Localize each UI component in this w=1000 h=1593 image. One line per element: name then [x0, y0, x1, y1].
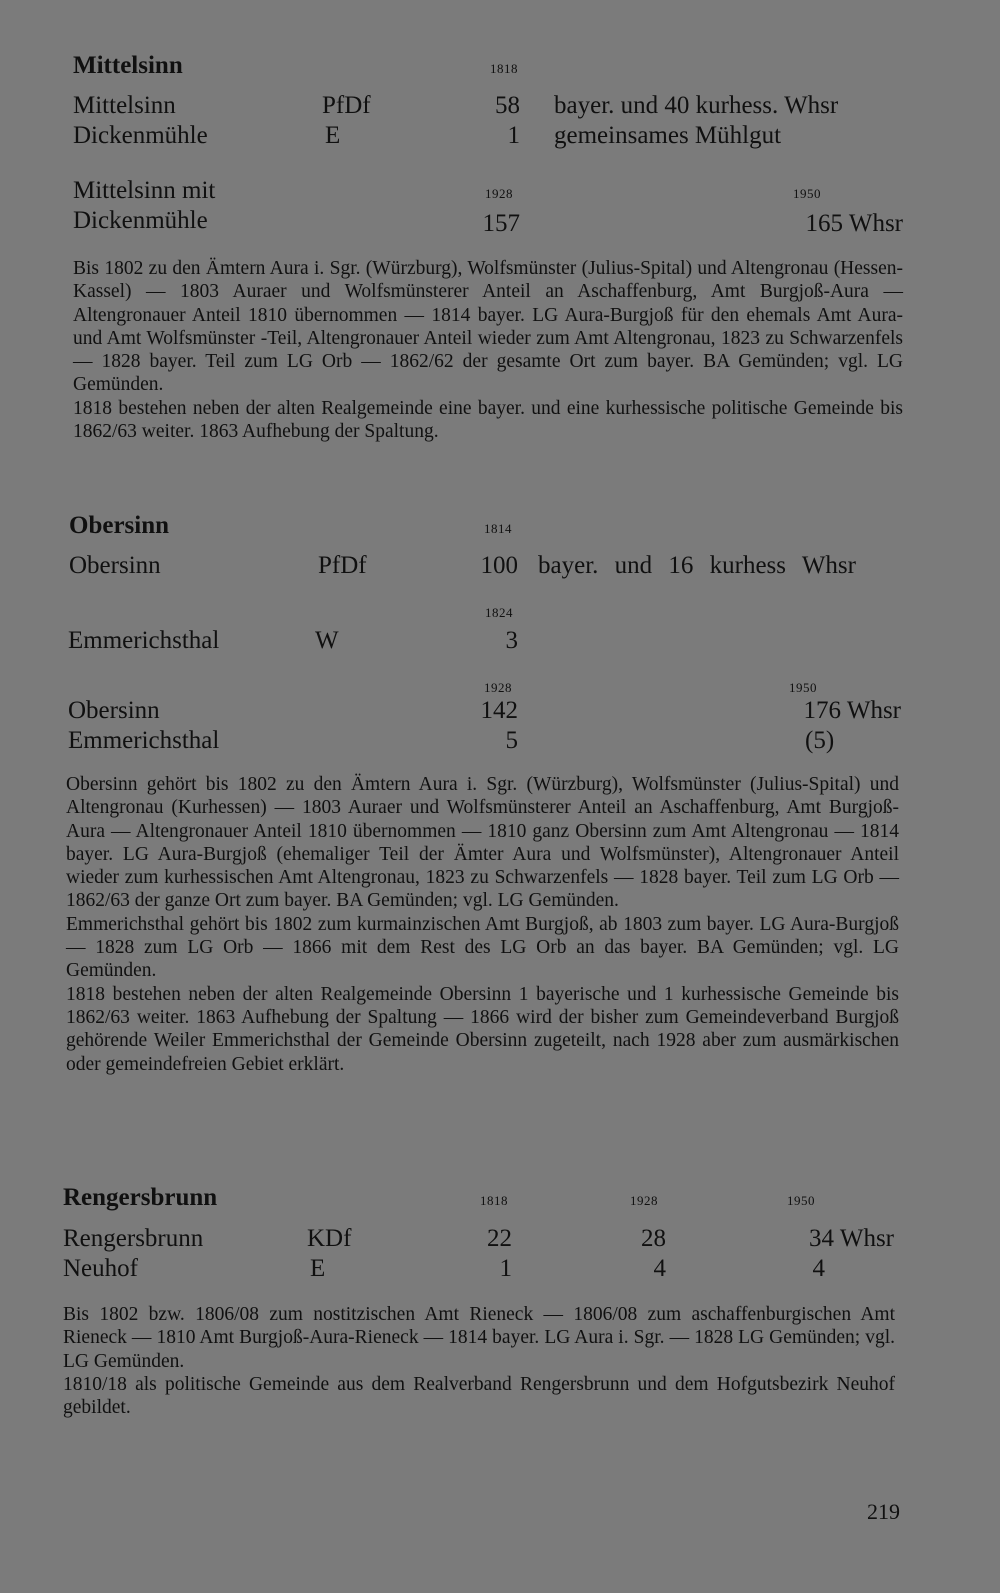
year-label: 1950	[793, 186, 821, 201]
household-count: 176 Whsr	[803, 697, 901, 724]
place-type: KDf	[307, 1225, 352, 1252]
household-count: 28	[641, 1225, 666, 1252]
paragraph: 1810/18 als politische Gemeinde aus dem Realverband Rengersbrunn und dem Hofgutsbezirk Neuhof gebildet.	[63, 1373, 895, 1419]
paragraph: Bis 1802 bzw. 1806/08 zum nostitzischen Amt Rieneck — 1806/08 zum aschaffenburgischen Amt Rieneck — 1810 Amt Burgjoß-Aura-Rieneck — 1814 bayer. LG Aura i. Sgr. — 1828 LG Gemünden; vgl. LG Gemünden.	[63, 1304, 895, 1372]
household-count: 1	[499, 1255, 512, 1282]
household-count: 58	[495, 92, 520, 119]
year-label: 1950	[789, 680, 817, 695]
place-name: Obersinn	[68, 697, 160, 724]
household-count: 165 Whsr	[805, 210, 903, 237]
section-heading: Mittelsinn	[73, 52, 183, 79]
place-type: E	[325, 122, 341, 149]
household-count: 3	[505, 627, 518, 654]
place-name: Dickenmühle	[73, 207, 208, 234]
year-label: 1818	[490, 61, 518, 76]
place-name: Neuhof	[63, 1255, 138, 1282]
year-label: 1928	[484, 680, 512, 695]
count-note: bayer. und 16 kurhess Whsr	[538, 552, 856, 579]
household-count: (5)	[805, 727, 835, 754]
history-text	[66, 773, 899, 1076]
year-label: 1950	[787, 1193, 815, 1208]
place-name: Mittelsinn	[73, 92, 176, 119]
paragraph: Bis 1802 zu den Ämtern Aura i. Sgr. (Würzburg), Wolfsmünster (Julius-Spital) und Altengronau (Hessen-Kassel) — 1803 Auraer und Wolfsmünsterer Anteil an Aschaffenburg, Amt Burgjoß-Aura — Altengronauer Anteil 1810 übernommen — 1814 bayer. LG Aura-Burgjoß für den ehemals Amt Aura- und Amt Wolfsmünster -Teil, Altengronauer Anteil wieder zum Amt Altengronau, 1823 zu Schwarzenfels — 1828 bayer. Teil zum LG Orb — 1862/62 der gesamte Ort zum bayer. BA Gemünden; vgl. LG Gemünden.	[73, 258, 903, 396]
household-count: 22	[487, 1225, 512, 1252]
place-name: Rengersbrunn	[63, 1225, 204, 1252]
paragraph: Obersinn gehört bis 1802 zu den Ämtern Aura i. Sgr. (Würzburg), Wolfsmünster (Julius-Spital) und Altengronau (Kurhessen) — 1803 Auraer und Wolfsmünsterer Anteil an Aschaffenburg, Amt Burgjoß-Aura — Altengronauer Anteil 1810 übernommen — 1810 ganz Obersinn zum Amt Altengronau — 1814 bayer. LG Aura-Burgjoß (ehemaliger Teil der Ämter Aura und Wolfsmünster), Altengronauer Anteil wieder zum kurhessischen Amt Altengronau, 1823 zu Schwarzenfels — 1828 bayer. Teil zum LG Orb — 1862/63 der ganze Ort zum bayer. BA Gemünden; vgl. LG Gemünden.	[66, 774, 899, 912]
paragraph: Emmerichsthal gehört bis 1802 zum kurmainzischen Amt Burgjoß, ab 1803 zum bayer. LG Aura-Burgjoß — 1828 zum LG Orb — 1866 mit dem Rest des LG Orb an das bayer. BA Gemünden; vgl. LG Gemünden.	[66, 913, 899, 982]
section-heading: Obersinn	[69, 512, 170, 539]
count-note: bayer. und 40 kurhess. Whsr	[554, 92, 839, 119]
household-count: 34 Whsr	[809, 1225, 894, 1252]
household-count: 4	[653, 1255, 666, 1282]
place-name: Mittelsinn mit	[73, 177, 216, 204]
count-note: gemeinsames Mühlgut	[554, 122, 782, 149]
place-name: Dickenmühle	[73, 122, 208, 149]
paragraph: 1818 bestehen neben der alten Realgemeinde Obersinn 1 bayerische und 1 kurhessische Gemeinde bis 1862/63 weiter. 1863 Aufhebung der Spaltung — 1866 wird der bisher zum Gemeindeverband Burgjoß gehörende Weiler Emmerichsthal der Gemeinde Obersinn zugeteilt, nach 1928 aber zum ausmärkischen oder gemeindefreien Gebiet erklärt.	[66, 983, 899, 1075]
place-name: Emmerichsthal	[68, 727, 220, 754]
year-label: 1814	[484, 521, 512, 536]
place-name: Emmerichsthal	[68, 627, 220, 654]
household-count: 1	[507, 122, 520, 149]
year-label: 1928	[630, 1193, 658, 1208]
household-count: 142	[480, 697, 518, 724]
place-name: Obersinn	[69, 552, 161, 579]
paragraph: 1818 bestehen neben der alten Realgemeinde eine bayer. und eine kurhessische politische Gemeinde bis 1862/63 weiter. 1863 Aufhebung der Spaltung.	[73, 397, 903, 443]
history-text	[63, 1303, 895, 1419]
household-count: 157	[482, 210, 520, 237]
year-label: 1818	[480, 1193, 508, 1208]
household-count: 4	[812, 1255, 825, 1282]
household-count: 5	[505, 727, 518, 754]
place-type: PfDf	[318, 552, 367, 579]
year-label: 1928	[485, 186, 513, 201]
place-type: E	[310, 1255, 326, 1282]
history-text	[73, 257, 903, 443]
year-label: 1824	[485, 605, 513, 620]
place-type: W	[315, 627, 339, 654]
page-number: 219	[867, 1499, 900, 1524]
household-count: 100	[480, 552, 518, 579]
section-heading: Rengersbrunn	[63, 1184, 218, 1211]
place-type: PfDf	[322, 92, 371, 119]
